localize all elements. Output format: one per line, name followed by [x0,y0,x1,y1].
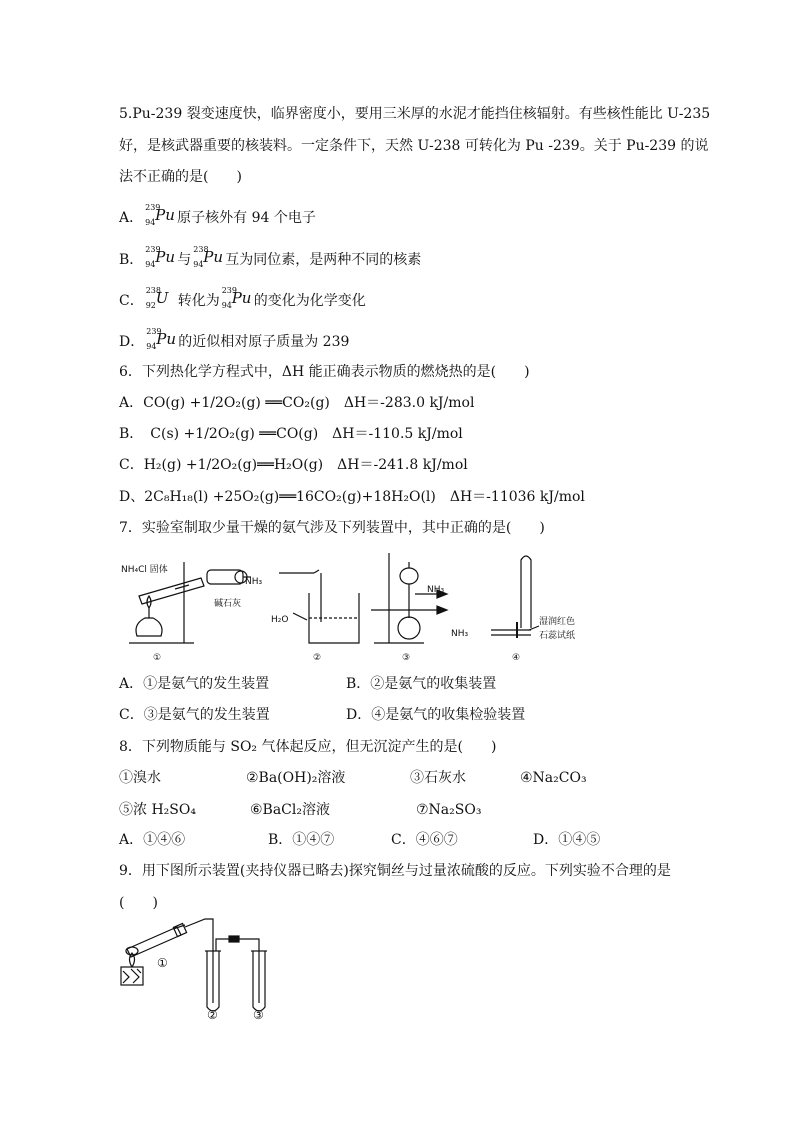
q8-option-c: C．④⑥⑦ [391,832,458,848]
label-h2o: H₂O [271,615,289,625]
q8-stem: 8．下列物质能与 SO₂ 气体起反应，但无沉淀产生的是( ) [119,739,497,755]
label-jianshihui: 碱石灰 [214,599,242,609]
fig-num-3: ③ [402,653,411,663]
q8-option-b: B．①④⑦ [268,832,335,848]
q8-item-1: ①溴水 [119,770,161,786]
fig9-num-2: ② [207,1008,218,1022]
q5-option-b: B． 239 94 Pu 与 238 94 Pu 互为同位素，是两种不同的核素 [119,247,421,273]
q7-option-b: B．②是氨气的收集装置 [346,676,497,692]
pu239-nuclide: 239 94 Pu [145,203,175,227]
label-nh3-a: NH₃ [245,577,263,587]
label-nh3-b: NH₃ [427,585,445,595]
q8-option-d: D．①④⑤ [533,832,601,848]
q9-stem: 9．用下图所示装置(夹持仪器已略去)探究铜丝与过量浓硫酸的反应。下列实验不合理的是 [119,863,671,879]
q8-item-2: ②Ba(OH)₂溶液 [246,770,346,786]
q6-option-d: D、2C₈H₁₈(l) +25O₂(g)══16CO₂(g)+18H₂O(l) ΔH＝-11036 kJ/mol [119,489,585,505]
pu238-nuclide: 238 94 Pu [193,245,224,269]
u238-nuclide: 238 92 U [145,286,169,310]
label-paper-1: 湿润红色 [539,617,576,627]
fig9-num-1: ① [157,956,168,970]
q5-option-d: D． 239 94 Pu 的近似相对原子质量为 239 [119,329,349,355]
pu239-nuclide: 239 94 Pu [221,286,252,310]
fig-num-1: ① [153,653,162,663]
fig9-num-3: ③ [253,1008,264,1022]
q5-stem-line3: 法不正确的是( ) [119,169,242,185]
q6-option-a: A．CO(g) +1/2O₂(g) ══CO₂(g) ΔH＝-283.0 kJ/mol [119,395,475,411]
q9-apparatus-figure [119,915,279,1020]
q5-stem-line2: 好，是核武器重要的核装料。一定条件下，天然 U-238 可转化为 Pu -239。关于 Pu-239 的说 [119,138,709,154]
q7-apparatus-figure [119,548,589,666]
q6-option-b: B． C(s) +1/2O₂(g) ══CO(g) ΔH＝-110.5 kJ/mol [119,426,463,442]
q5-option-a: A． 239 94 Pu 原子核外有 94 个电子 [119,205,316,231]
pu239-nuclide: 239 94 Pu [145,245,176,269]
q9-answer-paren: ( ) [119,895,158,911]
q8-item-6: ⑥BaCl₂溶液 [250,802,330,818]
q5-option-c: C． 238 92 U 转化为 239 94 Pu 的变化为化学变化 [119,288,366,314]
fig-num-4: ④ [512,653,521,663]
q8-item-7: ⑦Na₂SO₃ [416,802,482,818]
fig-num-2: ② [313,653,322,663]
q7-option-c: C．③是氨气的发生装置 [119,707,270,723]
label-nh3-c: NH₃ [451,629,469,639]
label-paper-2: 石蕊试纸 [539,631,576,641]
q5-stem-line1: 5.Pu-239 裂变速度快，临界密度小，要用三米厚的水泥才能挡住核辐射。有些核性能比 U-235 [119,106,711,122]
q7-option-a: A．①是氨气的发生装置 [119,676,270,692]
q7-option-d: D．④是氨气的收集检验装置 [346,707,526,723]
q8-option-a: A．①④⑥ [119,832,186,848]
q6-option-c: C．H₂(g) +1/2O₂(g)══H₂O(g) ΔH＝-241.8 kJ/mol [119,457,468,473]
q8-item-4: ④Na₂CO₃ [520,770,587,786]
pu239-nuclide: 239 94 Pu [146,327,176,351]
label-nh4cl: NH₄Cl 固体 [121,565,168,575]
q7-stem: 7．实验室制取少量干燥的氨气涉及下列装置中，其中正确的是( ) [119,520,545,536]
q8-item-3: ③石灰水 [410,770,466,786]
q6-stem: 6．下列热化学方程式中，ΔH 能正确表示物质的燃烧热的是( ) [119,364,530,380]
q8-item-5: ⑤浓 H₂SO₄ [119,802,196,818]
